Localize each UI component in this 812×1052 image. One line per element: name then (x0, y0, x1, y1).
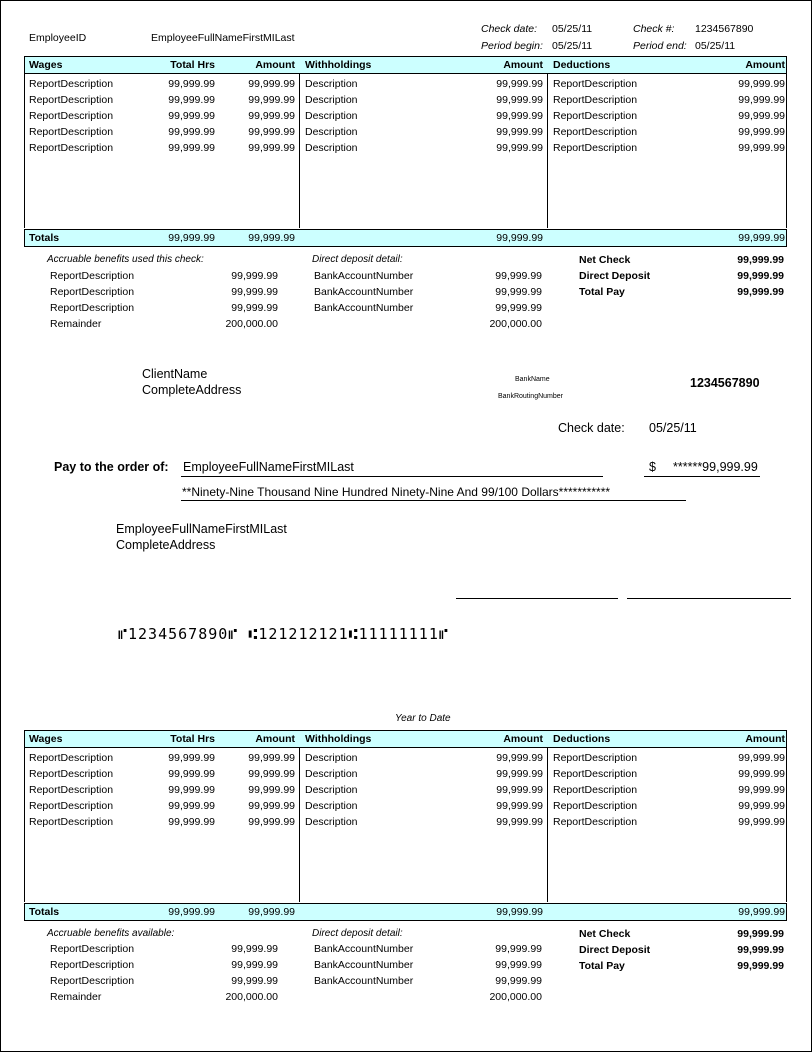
list-item-amount: 99,999.99 (231, 302, 278, 314)
list-item-description: ReportDescription (50, 286, 135, 298)
total-hrs-header: Total Hrs (170, 733, 215, 745)
table-row (25, 94, 786, 110)
deposit-title: Direct deposit detail: (312, 254, 403, 265)
summary-amount: 99,999.99 (737, 286, 784, 298)
wage-amount: 99,999.99 (248, 816, 295, 828)
summary-amount: 99,999.99 (737, 960, 784, 972)
table-row (25, 126, 786, 142)
check-date-check: 05/25/11 (649, 421, 697, 435)
wages-header: Wages (29, 59, 63, 71)
employee-name: EmployeeFullNameFirstMILast (151, 32, 295, 44)
withholding-amount: 99,999.99 (496, 142, 543, 154)
summary-label: Direct Deposit (579, 270, 651, 282)
wage-amount: 99,999.99 (248, 142, 295, 154)
withholding-amount: 99,999.99 (496, 768, 543, 780)
dollar-sign: $ (649, 460, 656, 474)
check-amount: ******99,999.99 (673, 460, 758, 474)
summary-amount: 99,999.99 (737, 270, 784, 282)
summary-amount: 99,999.99 (737, 928, 784, 940)
list-item-description: BankAccountNumber (314, 975, 414, 987)
withholding-description: Description (305, 768, 358, 780)
withholding-description: Description (305, 78, 358, 90)
wage-amount: 99,999.99 (248, 752, 295, 764)
period-end-value: 05/25/11 (695, 40, 736, 52)
deduction-description: ReportDescription (553, 142, 638, 154)
wage-description: ReportDescription (29, 816, 114, 828)
deduction-amount: 99,999.99 (738, 78, 785, 90)
deduction-description: ReportDescription (553, 816, 638, 828)
summary-amount: 99,999.99 (737, 254, 784, 266)
list-item-amount: 99,999.99 (495, 959, 542, 971)
total-hrs-header: Total Hrs (170, 59, 215, 71)
list-item-description: BankAccountNumber (314, 959, 414, 971)
period-begin-value: 05/25/11 (552, 40, 593, 52)
summary-label: Net Check (579, 254, 631, 266)
table-row (25, 78, 786, 94)
signature-line-1 (456, 598, 618, 599)
withholding-amount: 99,999.99 (496, 816, 543, 828)
check-date-label: Check date: (481, 23, 538, 35)
client-address: CompleteAddress (142, 383, 242, 397)
wage-hours: 99,999.99 (168, 126, 215, 138)
withholding-amount: 99,999.99 (496, 784, 543, 796)
summary-amount: 99,999.99 (737, 944, 784, 956)
withholding-description: Description (305, 126, 358, 138)
withholding-description: Description (305, 752, 358, 764)
list-item-amount: 99,999.99 (495, 302, 542, 314)
table-row (25, 784, 786, 800)
list-item-amount: 99,999.99 (231, 270, 278, 282)
wage-amount: 99,999.99 (248, 94, 295, 106)
wage-amount-header: Amount (255, 733, 295, 745)
table-row (25, 800, 786, 816)
wage-description: ReportDescription (29, 110, 114, 122)
totals-wage-amount: 99,999.99 (248, 906, 295, 918)
bank-routing: BankRoutingNumber (498, 393, 563, 400)
withholding-amount: 99,999.99 (496, 126, 543, 138)
period-begin-label: Period begin: (481, 40, 543, 52)
wage-description: ReportDescription (29, 142, 114, 154)
list-item-description: BankAccountNumber (314, 943, 414, 955)
table-row (25, 816, 786, 832)
wage-hours: 99,999.99 (168, 800, 215, 812)
withholdings-header: Withholdings (305, 733, 372, 745)
deduction-amount: 99,999.99 (738, 800, 785, 812)
wage-hours: 99,999.99 (168, 784, 215, 796)
totals-wage-amount: 99,999.99 (248, 232, 295, 244)
check-date-value: 05/25/11 (552, 23, 593, 35)
wage-hours: 99,999.99 (168, 94, 215, 106)
wage-hours: 99,999.99 (168, 142, 215, 154)
list-item-amount: 200,000.00 (489, 318, 542, 330)
wage-description: ReportDescription (29, 126, 114, 138)
list-item-description: BankAccountNumber (314, 270, 414, 282)
list-item-amount: 99,999.99 (495, 270, 542, 282)
amount-underline (644, 476, 760, 477)
table-row (25, 768, 786, 784)
deductions-header: Deductions (553, 59, 611, 71)
micr-line: ⑈1234567890⑈ ⑆121212121⑆11111111⑈ (118, 625, 449, 643)
wage-description: ReportDescription (29, 800, 114, 812)
period-end-label: Period end: (633, 40, 687, 52)
check-number-label: Check #: (633, 23, 675, 35)
wages-header: Wages (29, 733, 63, 745)
list-item-description: BankAccountNumber (314, 302, 414, 314)
pay-to-label: Pay to the order of: (54, 460, 169, 474)
table-row (25, 752, 786, 768)
list-item-description: BankAccountNumber (314, 286, 414, 298)
list-item-amount: 99,999.99 (495, 943, 542, 955)
totals-label: Totals (29, 232, 60, 244)
table-row (25, 110, 786, 126)
totals-deduction-amount: 99,999.99 (738, 232, 785, 244)
deduction-amount: 99,999.99 (738, 126, 785, 138)
withholding-amount: 99,999.99 (496, 800, 543, 812)
withholding-description: Description (305, 142, 358, 154)
payee-name: EmployeeFullNameFirstMILast (116, 522, 287, 536)
list-item-amount: 99,999.99 (231, 943, 278, 955)
totals-withholding-amount: 99,999.99 (496, 232, 543, 244)
withholding-amount-header: Amount (503, 733, 543, 745)
signature-line-2 (627, 598, 791, 599)
deduction-amount: 99,999.99 (738, 768, 785, 780)
withholding-description: Description (305, 110, 358, 122)
summary-label: Total Pay (579, 286, 625, 298)
totals-label: Totals (29, 906, 60, 918)
amount-words: **Ninety-Nine Thousand Nine Hundred Ninety-Nine And 99/100 Dollars*********** (182, 485, 611, 499)
deduction-amount: 99,999.99 (738, 110, 785, 122)
list-item-description: Remainder (50, 318, 102, 330)
wage-hours: 99,999.99 (168, 752, 215, 764)
totals-hrs: 99,999.99 (168, 232, 215, 244)
deduction-amount-header: Amount (745, 733, 785, 745)
deduction-description: ReportDescription (553, 752, 638, 764)
benefits-title: Accruable benefits available: (47, 928, 175, 939)
deduction-description: ReportDescription (553, 800, 638, 812)
wage-amount: 99,999.99 (248, 768, 295, 780)
ytd-earnings-header (24, 730, 787, 748)
deduction-description: ReportDescription (553, 110, 638, 122)
wage-amount: 99,999.99 (248, 800, 295, 812)
list-item-amount: 99,999.99 (495, 286, 542, 298)
list-item-amount: 200,000.00 (489, 991, 542, 1003)
summary-label: Total Pay (579, 960, 625, 972)
ytd-earnings-body (24, 748, 787, 902)
deduction-amount: 99,999.99 (738, 816, 785, 828)
list-item-amount: 99,999.99 (231, 975, 278, 987)
withholding-description: Description (305, 800, 358, 812)
deduction-description: ReportDescription (553, 784, 638, 796)
list-item-amount: 99,999.99 (495, 975, 542, 987)
withholding-description: Description (305, 94, 358, 106)
wage-hours: 99,999.99 (168, 110, 215, 122)
deduction-amount: 99,999.99 (738, 784, 785, 796)
withholding-description: Description (305, 816, 358, 828)
wage-description: ReportDescription (29, 752, 114, 764)
deduction-description: ReportDescription (553, 94, 638, 106)
list-item-amount: 99,999.99 (231, 959, 278, 971)
deduction-amount-header: Amount (745, 59, 785, 71)
summary-label: Net Check (579, 928, 631, 940)
withholdings-header: Withholdings (305, 59, 372, 71)
wage-description: ReportDescription (29, 78, 114, 90)
totals-withholding-amount: 99,999.99 (496, 906, 543, 918)
totals-hrs: 99,999.99 (168, 906, 215, 918)
check-number-value: 1234567890 (695, 23, 754, 35)
list-item-description: ReportDescription (50, 959, 135, 971)
wage-description: ReportDescription (29, 784, 114, 796)
current-earnings-body (24, 74, 787, 228)
wage-amount: 99,999.99 (248, 110, 295, 122)
deduction-amount: 99,999.99 (738, 142, 785, 154)
list-item-description: ReportDescription (50, 975, 135, 987)
withholding-amount: 99,999.99 (496, 78, 543, 90)
deposit-title: Direct deposit detail: (312, 928, 403, 939)
wage-hours: 99,999.99 (168, 816, 215, 828)
deduction-description: ReportDescription (553, 78, 638, 90)
list-item-description: Remainder (50, 991, 102, 1003)
deduction-amount: 99,999.99 (738, 94, 785, 106)
wage-description: ReportDescription (29, 768, 114, 780)
withholding-description: Description (305, 784, 358, 796)
employee-id: EmployeeID (29, 32, 87, 44)
payee-line-name: EmployeeFullNameFirstMILast (183, 460, 354, 474)
wage-hours: 99,999.99 (168, 78, 215, 90)
table-row (25, 142, 786, 158)
deductions-header: Deductions (553, 733, 611, 745)
client-name: ClientName (142, 367, 208, 381)
list-item-amount: 99,999.99 (231, 286, 278, 298)
current-earnings-header (24, 56, 787, 74)
ytd-title: Year to Date (395, 713, 451, 724)
current-totals-row (24, 229, 787, 247)
check-number: 1234567890 (690, 376, 760, 390)
totals-deduction-amount: 99,999.99 (738, 906, 785, 918)
check-date-label-check: Check date: (558, 421, 625, 435)
list-item-description: ReportDescription (50, 270, 135, 282)
bank-name: BankName (515, 376, 550, 383)
wage-description: ReportDescription (29, 94, 114, 106)
payee-address: CompleteAddress (116, 538, 216, 552)
wage-hours: 99,999.99 (168, 768, 215, 780)
withholding-amount: 99,999.99 (496, 94, 543, 106)
amount-words-underline (181, 500, 686, 501)
list-item-amount: 200,000.00 (225, 991, 278, 1003)
withholding-amount: 99,999.99 (496, 752, 543, 764)
payee-underline (181, 476, 603, 477)
wage-amount: 99,999.99 (248, 78, 295, 90)
list-item-amount: 200,000.00 (225, 318, 278, 330)
ytd-totals-row (24, 903, 787, 921)
list-item-description: ReportDescription (50, 943, 135, 955)
withholding-amount-header: Amount (503, 59, 543, 71)
deduction-amount: 99,999.99 (738, 752, 785, 764)
wage-amount-header: Amount (255, 59, 295, 71)
benefits-title: Accruable benefits used this check: (47, 254, 204, 265)
withholding-amount: 99,999.99 (496, 110, 543, 122)
list-item-description: ReportDescription (50, 302, 135, 314)
wage-amount: 99,999.99 (248, 126, 295, 138)
deduction-description: ReportDescription (553, 126, 638, 138)
wage-amount: 99,999.99 (248, 784, 295, 796)
deduction-description: ReportDescription (553, 768, 638, 780)
summary-label: Direct Deposit (579, 944, 651, 956)
